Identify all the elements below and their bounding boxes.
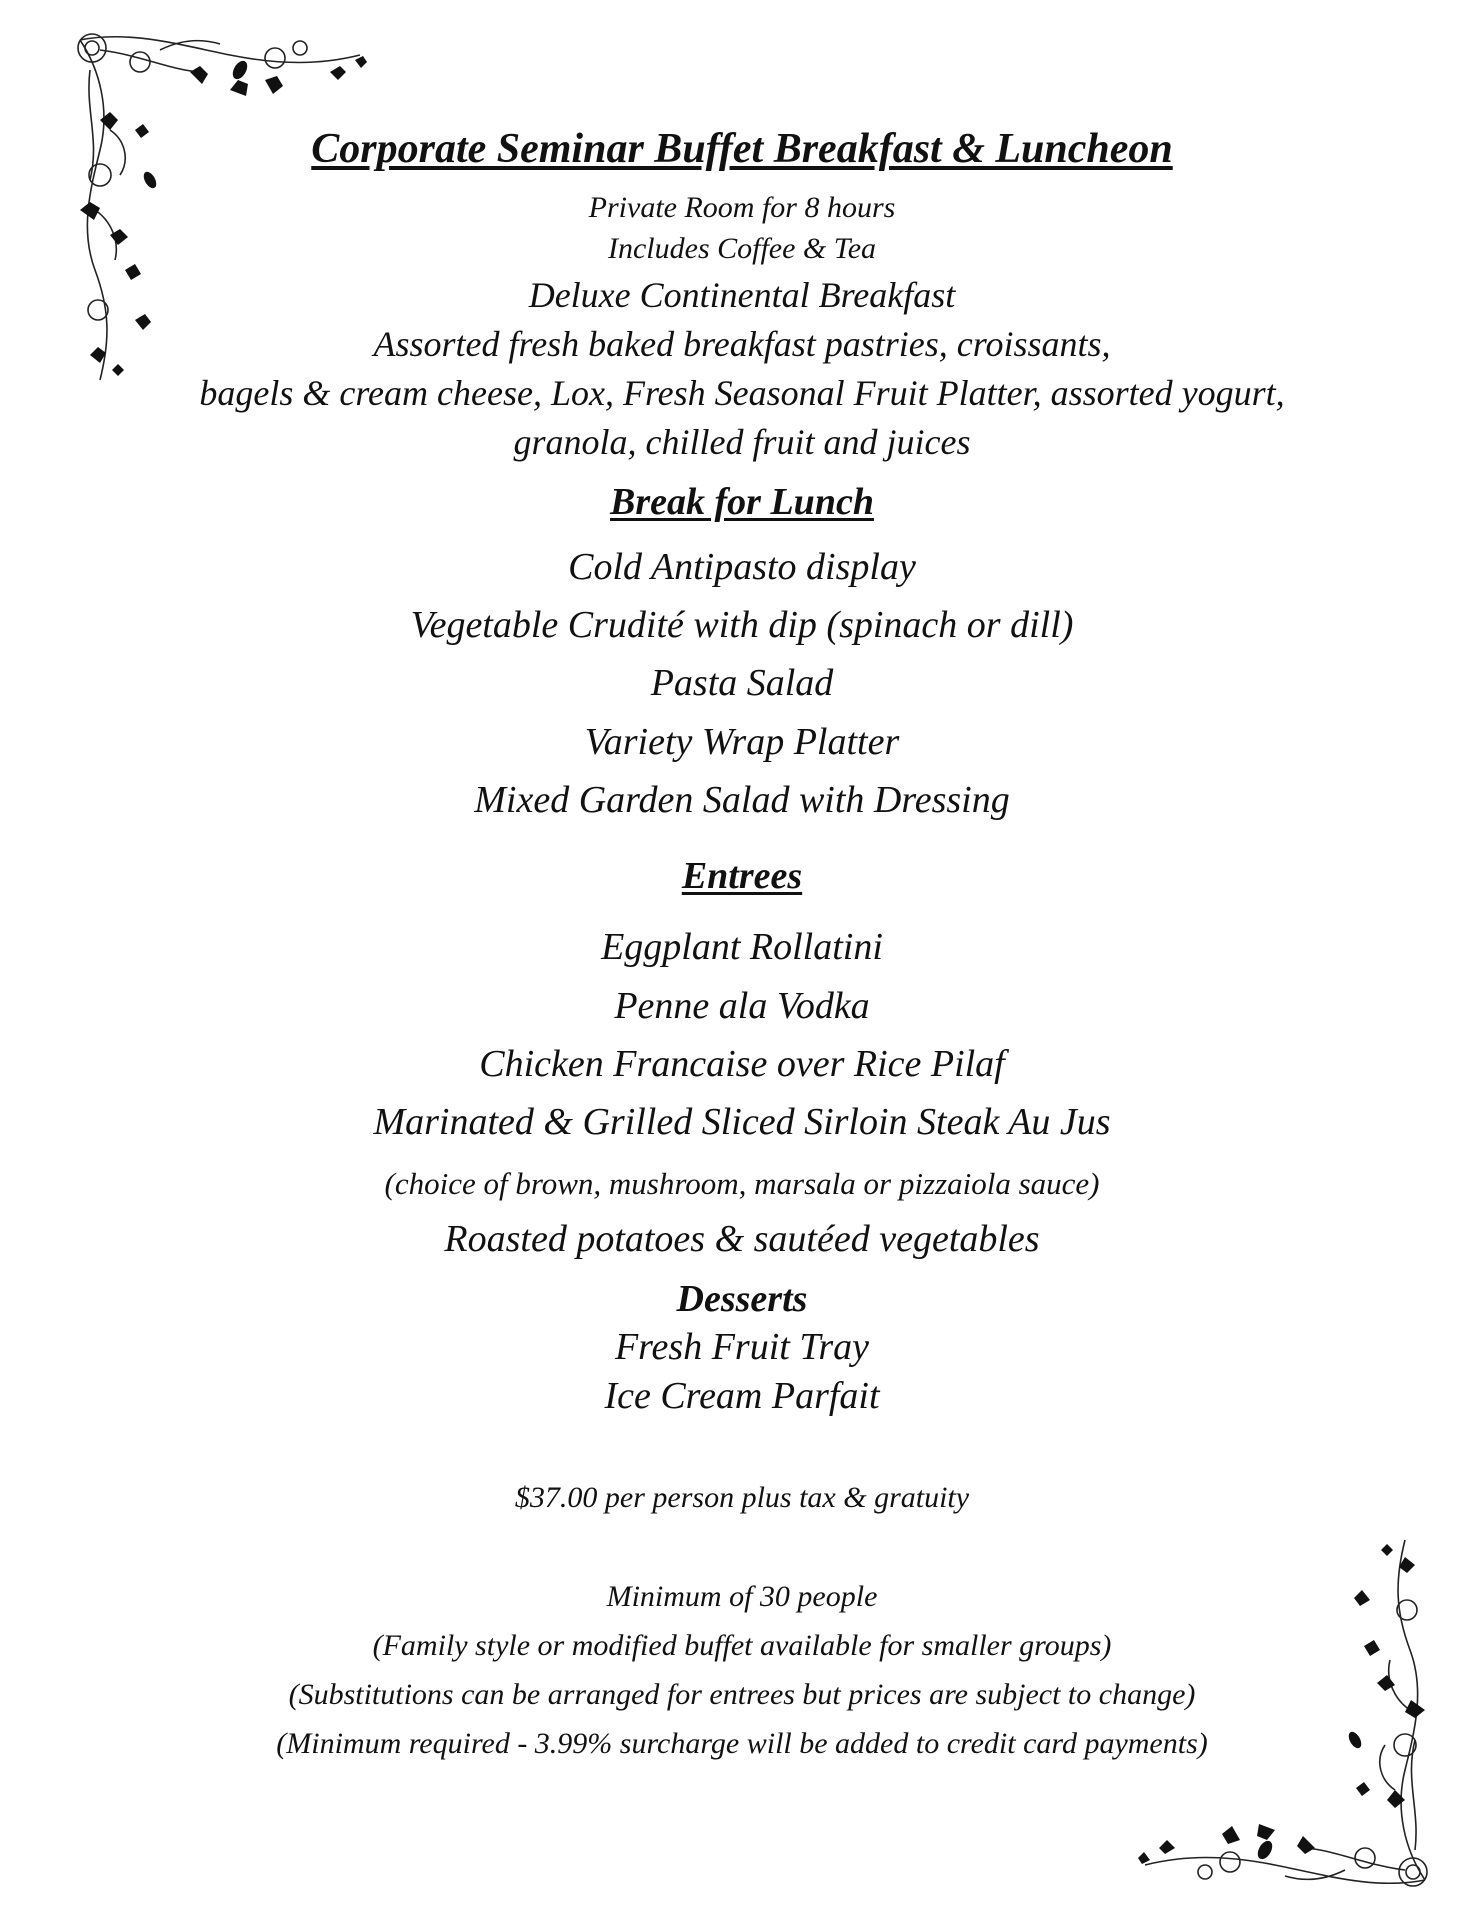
breakfast-desc-line-2: bagels & cream cheese, Lox, Fresh Seasonal Fruit Platter, assorted yogurt, xyxy=(199,373,1285,413)
price-line: $37.00 per person plus tax & gratuity xyxy=(514,1481,970,1514)
note-line: (Minimum required - 3.99% surcharge will be added to credit card payments) xyxy=(276,1727,1208,1760)
entree-item: Penne ala Vodka xyxy=(614,985,870,1027)
entree-item: Marinated & Grilled Sliced Sirloin Steak Au Jus xyxy=(373,1101,1111,1143)
breakfast-heading: Deluxe Continental Breakfast xyxy=(528,275,956,315)
entree-item: Eggplant Rollatini xyxy=(601,926,883,968)
lunch-item: Vegetable Crudité with dip (spinach or dill) xyxy=(410,604,1074,646)
lunch-item: Pasta Salad xyxy=(650,662,834,704)
intro-line-room: Private Room for 8 hours xyxy=(588,191,896,224)
breakfast-desc-line-1: Assorted fresh baked breakfast pastries, croissants, xyxy=(373,324,1111,364)
lunch-item: Cold Antipasto display xyxy=(568,546,916,588)
note-line: (Substitutions can be arranged for entrees but prices are subject to change) xyxy=(288,1678,1196,1711)
lunch-item: Mixed Garden Salad with Dressing xyxy=(474,779,1010,821)
sauce-note: (choice of brown, mushroom, marsala or pizzaiola sauce) xyxy=(384,1166,1100,1201)
dessert-item: Fresh Fruit Tray xyxy=(614,1326,870,1368)
entrees-heading: Entrees xyxy=(681,855,803,897)
note-line: Minimum of 30 people xyxy=(606,1580,878,1613)
lunch-item: Variety Wrap Platter xyxy=(584,721,900,763)
dessert-item: Ice Cream Parfait xyxy=(604,1375,880,1417)
entree-item: Chicken Francaise over Rice Pilaf xyxy=(479,1043,1005,1085)
desserts-heading: Desserts xyxy=(676,1278,808,1320)
breakfast-desc-line-3: granola, chilled fruit and juices xyxy=(513,422,971,462)
entree-sides: Roasted potatoes & sautéed vegetables xyxy=(444,1218,1040,1260)
menu-title: Corporate Seminar Buffet Breakfast & Luncheon xyxy=(311,126,1173,172)
note-line: (Family style or modified buffet available for smaller groups) xyxy=(372,1629,1112,1662)
lunch-heading: Break for Lunch xyxy=(610,481,874,523)
intro-line-coffee: Includes Coffee & Tea xyxy=(607,232,877,265)
